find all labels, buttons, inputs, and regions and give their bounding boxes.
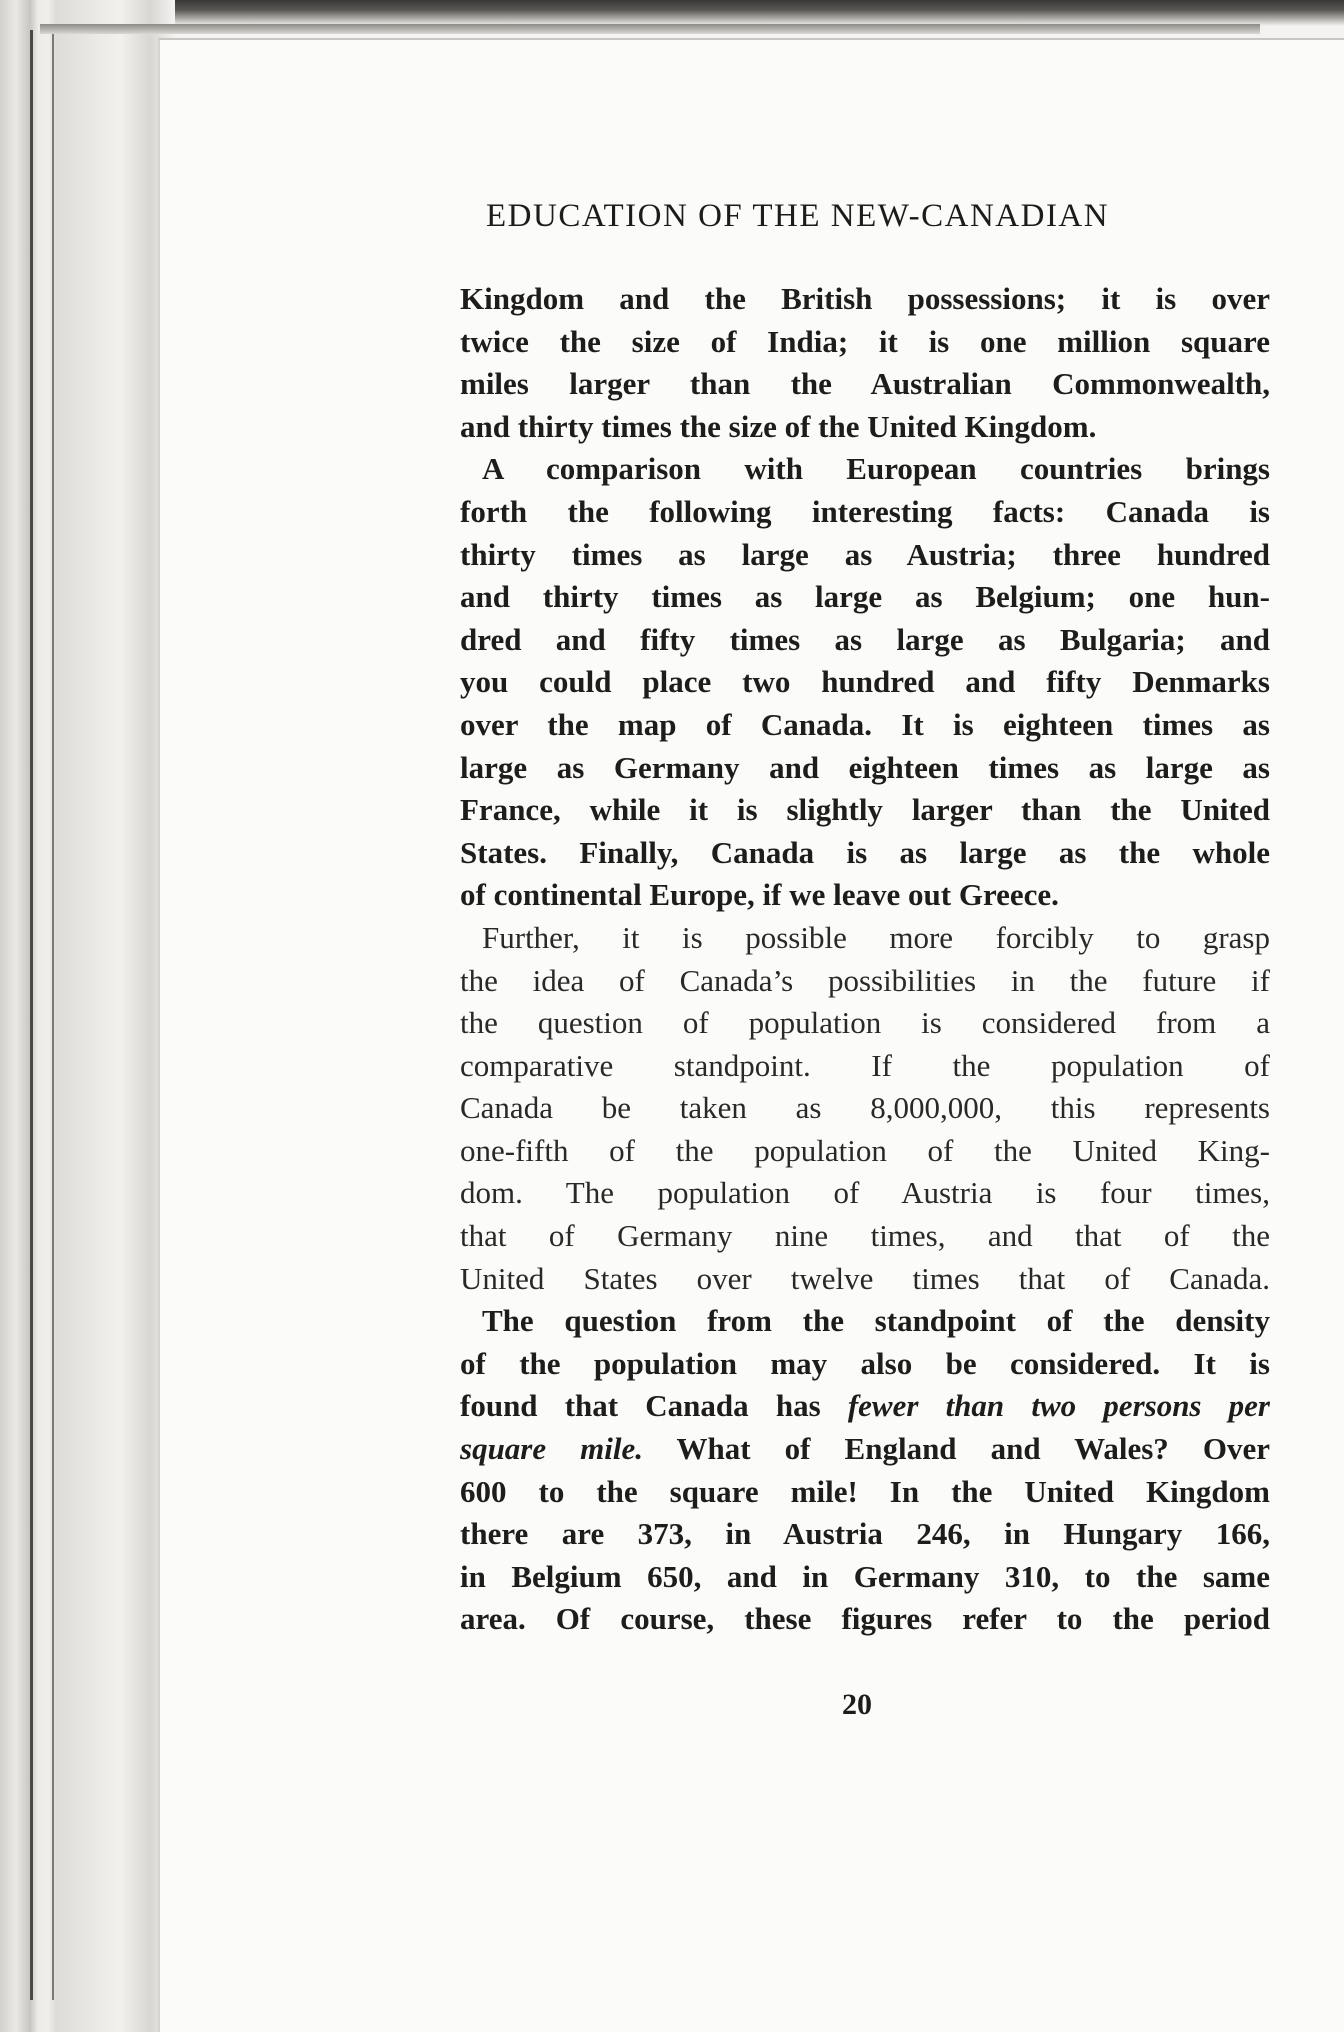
text-line: that of Germany nine times, and that of the xyxy=(460,1218,1270,1254)
text-line: Canada be taken as 8,000,000, this represents xyxy=(460,1090,1270,1126)
text-line: United States over twelve times that of Canada. xyxy=(460,1260,1270,1296)
running-head: EDUCATION OF THE NEW-CANADIAN xyxy=(486,198,1110,234)
text-line: large as Germany and eighteen times as large as xyxy=(460,749,1270,785)
book-left-edge xyxy=(0,0,175,2032)
body-text xyxy=(460,278,1270,1641)
book-edge-rule xyxy=(30,30,33,2000)
text-line: and thirty times the size of the United Kingdom. xyxy=(460,408,1097,444)
text-line: there are 373, in Austria 246, in Hungary 166, xyxy=(460,1516,1270,1552)
text-line: one-fifth of the population of the United King- xyxy=(460,1132,1270,1168)
text-run: What of England and Wales? Over xyxy=(643,1431,1270,1467)
text-line: dred and fifty times as large as Bulgaria; and xyxy=(460,621,1270,657)
text-line: thirty times as large as Austria; three hundred xyxy=(460,536,1270,572)
text-line: France, while it is slightly larger than the United xyxy=(460,792,1270,828)
scan-top-edge xyxy=(0,0,1344,26)
text-line: over the map of Canada. It is eighteen times as xyxy=(460,706,1270,742)
text-line: the question of population is considered from a xyxy=(460,1005,1270,1041)
text-line: Further, it is possible more forcibly to grasp xyxy=(482,919,1270,955)
italic-run: square mile. xyxy=(460,1431,644,1467)
text-run: found that Canada has xyxy=(460,1388,848,1424)
text-line: A comparison with European countries brings xyxy=(482,451,1270,487)
text-line: States. Finally, Canada is as large as the whole xyxy=(460,834,1270,870)
text-line: twice the size of India; it is one million square xyxy=(460,323,1270,359)
text-line: of continental Europe, if we leave out Greece. xyxy=(460,877,1059,913)
text-line: the idea of Canada’s possibilities in the future if xyxy=(460,962,1270,998)
text-line: forth the following interesting facts: Canada is xyxy=(460,493,1270,529)
text-line: dom. The population of Austria is four times, xyxy=(460,1175,1270,1211)
text-line: The question from the standpoint of the density xyxy=(482,1303,1270,1339)
text-line: 600 to the square mile! In the United Kingdom xyxy=(460,1473,1270,1509)
text-line: in Belgium 650, and in Germany 310, to the same xyxy=(460,1558,1270,1594)
text-line: and thirty times as large as Belgium; one hun- xyxy=(460,579,1270,615)
scan-top-strip xyxy=(40,24,1260,34)
italic-run: fewer than two persons per xyxy=(847,1388,1270,1424)
text-line: you could place two hundred and fifty Denmarks xyxy=(460,664,1270,700)
book-edge-rule xyxy=(52,30,54,2000)
text-line: miles larger than the Australian Commonwealth, xyxy=(460,366,1270,402)
text-line: comparative standpoint. If the population of xyxy=(460,1047,1270,1083)
text-line: area. Of course, these figures refer to the period xyxy=(460,1601,1270,1637)
text-line xyxy=(460,1385,1270,1428)
text-line: Kingdom and the British possessions; it is over xyxy=(460,281,1270,316)
page-number: 20 xyxy=(842,1688,872,1721)
text-line: of the population may also be considered. It is xyxy=(460,1345,1270,1381)
text-line xyxy=(460,1428,1270,1471)
